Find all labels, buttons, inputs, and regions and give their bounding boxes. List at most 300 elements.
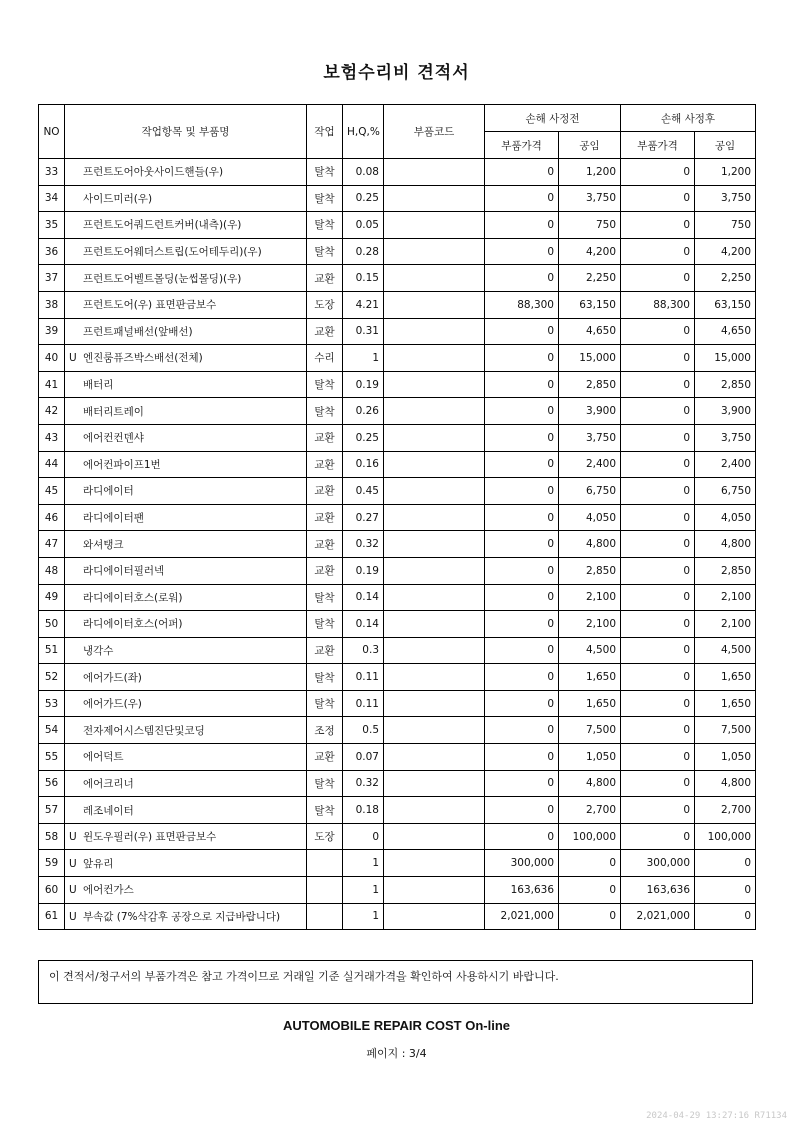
cell-part-code (384, 371, 485, 398)
cell-item-text: 배터리트레이 (83, 405, 144, 418)
cell-work: 교환 (307, 531, 343, 558)
cell-mark: U (69, 352, 77, 365)
cell-item-text: 에어컨가스 (83, 884, 134, 897)
cell-work: 수리 (307, 345, 343, 372)
cell-after-part-price: 0 (621, 637, 695, 664)
header-work: 작업 (307, 105, 343, 159)
footer-title: AUTOMOBILE REPAIR COST On-line (282, 1018, 511, 1033)
cell-item-name (65, 398, 307, 425)
cell-before-part-price: 163,636 (485, 877, 559, 904)
table-row (39, 238, 756, 265)
cell-before-labor: 0 (559, 877, 621, 904)
table-row (39, 318, 756, 345)
cell-item-text: 윈도우필러(우) 표면판금보수 (83, 831, 217, 844)
cell-no: 38 (39, 291, 65, 318)
cell-before-part-price: 2,021,000 (485, 903, 559, 930)
header-after-part-price: 부품가격 (621, 132, 695, 159)
cell-before-labor: 4,800 (559, 770, 621, 797)
table-row (39, 504, 756, 531)
cell-item-text: 프런트도어웨더스트립(도어테두리)(우) (83, 246, 262, 259)
cell-after-part-price: 0 (621, 318, 695, 345)
cell-no: 44 (39, 451, 65, 478)
cell-hq: 0.19 (343, 371, 384, 398)
cell-item-text: 에어컨컨덴샤 (83, 432, 144, 445)
cell-before-labor: 4,800 (559, 531, 621, 558)
cell-after-labor: 750 (695, 212, 756, 239)
cell-part-code (384, 637, 485, 664)
cell-before-labor: 3,900 (559, 398, 621, 425)
cell-part-code (384, 797, 485, 824)
cell-hq: 0.25 (343, 185, 384, 212)
cell-no: 57 (39, 797, 65, 824)
cell-before-part-price: 0 (485, 212, 559, 239)
cell-hq: 0.25 (343, 424, 384, 451)
cell-work: 탈착 (307, 159, 343, 186)
cell-before-labor: 2,250 (559, 265, 621, 292)
cell-no: 53 (39, 690, 65, 717)
cell-part-code (384, 557, 485, 584)
cell-before-part-price: 0 (485, 318, 559, 345)
cell-before-part-price: 0 (485, 584, 559, 611)
header-after-labor: 공임 (695, 132, 756, 159)
cell-hq: 0.26 (343, 398, 384, 425)
cell-before-part-price: 0 (485, 478, 559, 505)
cell-no: 61 (39, 903, 65, 930)
cell-hq: 1 (343, 850, 384, 877)
cell-no: 49 (39, 584, 65, 611)
cell-hq: 0.16 (343, 451, 384, 478)
cell-before-labor: 4,650 (559, 318, 621, 345)
cell-part-code (384, 238, 485, 265)
cell-part-code (384, 903, 485, 930)
table-row (39, 690, 756, 717)
header-before-part-price: 부품가격 (485, 132, 559, 159)
cell-no: 50 (39, 611, 65, 638)
cell-hq: 0.18 (343, 797, 384, 824)
table-row (39, 557, 756, 584)
cell-hq: 0.08 (343, 159, 384, 186)
table-row (39, 717, 756, 744)
cell-no: 48 (39, 557, 65, 584)
cell-part-code (384, 451, 485, 478)
cell-before-part-price: 0 (485, 398, 559, 425)
cell-work: 탈착 (307, 797, 343, 824)
cell-after-part-price: 0 (621, 664, 695, 691)
cell-no: 60 (39, 877, 65, 904)
cell-after-labor: 2,850 (695, 557, 756, 584)
cell-no: 46 (39, 504, 65, 531)
cell-after-part-price: 0 (621, 557, 695, 584)
table-row (39, 265, 756, 292)
cell-item-name (65, 797, 307, 824)
cell-before-labor: 1,200 (559, 159, 621, 186)
table-row (39, 611, 756, 638)
cell-item-text: 사이드미러(우) (83, 192, 153, 205)
cell-after-labor: 4,800 (695, 531, 756, 558)
cell-mark: U (69, 857, 77, 870)
cell-item-text: 프런트패널배선(앞배선) (83, 325, 193, 338)
cell-part-code (384, 318, 485, 345)
cell-work: 교환 (307, 744, 343, 771)
cell-after-part-price: 0 (621, 823, 695, 850)
cell-hq: 0.28 (343, 238, 384, 265)
cell-after-labor: 2,850 (695, 371, 756, 398)
estimate-table (38, 104, 756, 930)
header-part-code: 부품코드 (384, 105, 485, 159)
cell-before-labor: 63,150 (559, 291, 621, 318)
cell-after-labor: 3,900 (695, 398, 756, 425)
cell-hq: 0.11 (343, 664, 384, 691)
cell-item-name (65, 504, 307, 531)
cell-work: 도장 (307, 823, 343, 850)
table-row (39, 797, 756, 824)
header-hq: H,Q,% (343, 105, 384, 159)
cell-mark: U (69, 884, 77, 897)
cell-before-part-price: 0 (485, 611, 559, 638)
cell-hq: 0.11 (343, 690, 384, 717)
cell-before-part-price: 0 (485, 744, 559, 771)
cell-part-code (384, 877, 485, 904)
table-header (39, 105, 756, 159)
cell-before-part-price: 0 (485, 371, 559, 398)
cell-before-labor: 2,700 (559, 797, 621, 824)
table-row (39, 584, 756, 611)
cell-hq: 0.07 (343, 744, 384, 771)
table-row (39, 291, 756, 318)
cell-after-labor: 63,150 (695, 291, 756, 318)
cell-before-part-price: 0 (485, 185, 559, 212)
cell-part-code (384, 185, 485, 212)
cell-item-text: 배터리 (83, 379, 114, 392)
cell-before-labor: 6,750 (559, 478, 621, 505)
cell-part-code (384, 212, 485, 239)
cell-part-code (384, 717, 485, 744)
cell-after-part-price: 0 (621, 185, 695, 212)
cell-after-labor: 100,000 (695, 823, 756, 850)
cell-hq: 4.21 (343, 291, 384, 318)
cell-before-labor: 4,050 (559, 504, 621, 531)
table-row (39, 903, 756, 930)
cell-before-labor: 2,400 (559, 451, 621, 478)
cell-before-part-price: 0 (485, 557, 559, 584)
cell-before-part-price: 0 (485, 238, 559, 265)
cell-item-name (65, 584, 307, 611)
cell-part-code (384, 664, 485, 691)
cell-before-labor: 3,750 (559, 185, 621, 212)
cell-after-part-price: 300,000 (621, 850, 695, 877)
cell-item-text: 라디에이터호스(어퍼) (83, 618, 183, 631)
cell-mark: U (69, 831, 77, 844)
cell-no: 54 (39, 717, 65, 744)
table-row (39, 345, 756, 372)
cell-before-part-price: 88,300 (485, 291, 559, 318)
cell-item-text: 라디에이터팬 (83, 512, 144, 525)
cell-work: 도장 (307, 291, 343, 318)
cell-no: 40 (39, 345, 65, 372)
table-row (39, 664, 756, 691)
header-after-adjustment: 손해 사정후 (621, 105, 756, 132)
cell-item-text: 앞유리 (83, 857, 114, 870)
cell-before-part-price: 0 (485, 424, 559, 451)
cell-after-labor: 1,050 (695, 744, 756, 771)
table-row (39, 212, 756, 239)
cell-before-part-price: 0 (485, 159, 559, 186)
cell-part-code (384, 291, 485, 318)
cell-after-labor: 0 (695, 903, 756, 930)
cell-work: 교환 (307, 637, 343, 664)
cell-after-part-price: 0 (621, 238, 695, 265)
table-row (39, 185, 756, 212)
cell-after-part-price: 0 (621, 531, 695, 558)
cell-item-name (65, 265, 307, 292)
cell-before-part-price: 300,000 (485, 850, 559, 877)
header-no: NO (39, 105, 65, 159)
cell-no: 39 (39, 318, 65, 345)
cell-no: 59 (39, 850, 65, 877)
cell-item-name (65, 345, 307, 372)
cell-after-labor: 0 (695, 850, 756, 877)
cell-after-labor: 1,200 (695, 159, 756, 186)
table-row (39, 637, 756, 664)
cell-work: 탈착 (307, 584, 343, 611)
cell-item-text: 라디에이터필러넥 (83, 565, 165, 578)
cell-after-labor: 0 (695, 877, 756, 904)
cell-part-code (384, 531, 485, 558)
cell-hq: 0.05 (343, 212, 384, 239)
cell-after-part-price: 0 (621, 398, 695, 425)
cell-item-name (65, 424, 307, 451)
cell-work: 탈착 (307, 212, 343, 239)
cell-hq: 0.19 (343, 557, 384, 584)
cell-before-labor: 0 (559, 903, 621, 930)
cell-item-name (65, 531, 307, 558)
cell-after-labor: 4,500 (695, 637, 756, 664)
cell-item-text: 에어덕트 (83, 751, 124, 764)
cell-before-labor: 2,850 (559, 371, 621, 398)
table-row (39, 424, 756, 451)
cell-work (307, 903, 343, 930)
cell-before-part-price: 0 (485, 797, 559, 824)
table-row (39, 531, 756, 558)
cell-work: 탈착 (307, 664, 343, 691)
table-row (39, 823, 756, 850)
cell-work: 교환 (307, 318, 343, 345)
cell-after-labor: 6,750 (695, 478, 756, 505)
cell-item-name (65, 744, 307, 771)
cell-item-name (65, 850, 307, 877)
cell-after-labor: 7,500 (695, 717, 756, 744)
cell-item-name (65, 212, 307, 239)
cell-item-text: 라디에이터호스(로워) (83, 591, 183, 604)
cell-before-part-price: 0 (485, 265, 559, 292)
cell-work: 교환 (307, 451, 343, 478)
cell-after-part-price: 0 (621, 265, 695, 292)
cell-item-name (65, 291, 307, 318)
cell-part-code (384, 398, 485, 425)
cell-item-name (65, 877, 307, 904)
cell-part-code (384, 744, 485, 771)
cell-work: 교환 (307, 265, 343, 292)
cell-after-part-price: 0 (621, 424, 695, 451)
cell-mark: U (69, 910, 77, 923)
cell-work: 탈착 (307, 185, 343, 212)
cell-item-text: 에어컨파이프1번 (83, 458, 161, 471)
cell-work: 교환 (307, 504, 343, 531)
cell-hq: 0.31 (343, 318, 384, 345)
cell-item-text: 라디에이터 (83, 485, 134, 498)
cell-hq: 0.15 (343, 265, 384, 292)
cell-work: 탈착 (307, 611, 343, 638)
cell-work: 탈착 (307, 238, 343, 265)
cell-before-labor: 15,000 (559, 345, 621, 372)
cell-work: 탈착 (307, 690, 343, 717)
cell-before-labor: 100,000 (559, 823, 621, 850)
cell-no: 36 (39, 238, 65, 265)
table-row (39, 744, 756, 771)
cell-part-code (384, 345, 485, 372)
table-row (39, 371, 756, 398)
cell-after-part-price: 0 (621, 797, 695, 824)
cell-item-text: 와셔탱크 (83, 538, 124, 551)
cell-work (307, 850, 343, 877)
cell-item-text: 엔진룸퓨즈박스배선(전체) (83, 352, 203, 365)
cell-item-text: 전자제어시스템진단및코딩 (83, 724, 205, 737)
cell-no: 34 (39, 185, 65, 212)
cell-hq: 1 (343, 345, 384, 372)
cell-item-name (65, 903, 307, 930)
cell-item-name (65, 664, 307, 691)
cell-after-part-price: 2,021,000 (621, 903, 695, 930)
cell-work (307, 877, 343, 904)
cell-item-text: 에어가드(우) (83, 698, 142, 711)
cell-before-labor: 2,100 (559, 611, 621, 638)
cell-work: 교환 (307, 478, 343, 505)
cell-item-name (65, 318, 307, 345)
header-before-labor: 공임 (559, 132, 621, 159)
table-row (39, 850, 756, 877)
cell-hq: 0.14 (343, 611, 384, 638)
cell-part-code (384, 690, 485, 717)
cell-before-part-price: 0 (485, 637, 559, 664)
cell-before-labor: 750 (559, 212, 621, 239)
page-number: 페이지 : 3/4 (366, 1047, 427, 1060)
cell-no: 45 (39, 478, 65, 505)
cell-before-labor: 2,850 (559, 557, 621, 584)
cell-item-text: 프런트도어(우) 표면판금보수 (83, 299, 217, 312)
cell-after-part-price: 0 (621, 451, 695, 478)
cell-after-labor: 2,400 (695, 451, 756, 478)
cell-part-code (384, 424, 485, 451)
cell-item-name (65, 478, 307, 505)
cell-before-part-price: 0 (485, 770, 559, 797)
cell-hq: 0.14 (343, 584, 384, 611)
cell-no: 41 (39, 371, 65, 398)
cell-work: 교환 (307, 557, 343, 584)
cell-item-name (65, 238, 307, 265)
cell-item-name (65, 371, 307, 398)
cell-before-labor: 4,500 (559, 637, 621, 664)
cell-no: 43 (39, 424, 65, 451)
cell-hq: 0.27 (343, 504, 384, 531)
cell-work: 탈착 (307, 371, 343, 398)
cell-item-text: 프런트도어쿼드런트커버(내측)(우) (83, 219, 242, 232)
cell-hq: 0.32 (343, 531, 384, 558)
cell-part-code (384, 265, 485, 292)
cell-after-part-price: 0 (621, 504, 695, 531)
cell-before-labor: 0 (559, 850, 621, 877)
cell-after-labor: 4,800 (695, 770, 756, 797)
cell-before-part-price: 0 (485, 504, 559, 531)
cell-no: 37 (39, 265, 65, 292)
cell-after-labor: 2,700 (695, 797, 756, 824)
price-notice: 이 견적서/청구서의 부품가격은 참고 가격이므로 거래일 기준 실거래가격을 확인하여 사용하시기 바랍니다. (38, 960, 753, 1004)
cell-after-labor: 2,250 (695, 265, 756, 292)
cell-item-text: 부속값 (7%삭감후 공장으로 지급바랍니다) (83, 910, 281, 923)
cell-item-name (65, 557, 307, 584)
cell-item-name (65, 637, 307, 664)
cell-work: 탈착 (307, 770, 343, 797)
table-row (39, 770, 756, 797)
cell-item-name (65, 611, 307, 638)
cell-after-part-price: 88,300 (621, 291, 695, 318)
cell-after-labor: 2,100 (695, 584, 756, 611)
cell-after-part-price: 0 (621, 717, 695, 744)
cell-after-labor: 1,650 (695, 664, 756, 691)
cell-after-labor: 1,650 (695, 690, 756, 717)
table-row (39, 398, 756, 425)
header-item: 작업항목 및 부품명 (65, 105, 307, 159)
cell-part-code (384, 478, 485, 505)
cell-item-text: 에어가드(좌) (83, 671, 142, 684)
cell-hq: 1 (343, 877, 384, 904)
cell-no: 47 (39, 531, 65, 558)
cell-item-text: 레조네이터 (83, 804, 134, 817)
cell-before-part-price: 0 (485, 345, 559, 372)
cell-before-labor: 4,200 (559, 238, 621, 265)
cell-after-part-price: 0 (621, 744, 695, 771)
cell-after-labor: 3,750 (695, 424, 756, 451)
cell-hq: 0 (343, 823, 384, 850)
cell-item-name (65, 823, 307, 850)
table-body (39, 159, 756, 930)
table-row (39, 159, 756, 186)
cell-after-part-price: 0 (621, 690, 695, 717)
cell-item-text: 프런트도어아웃사이드핸들(우) (83, 166, 224, 179)
cell-before-labor: 2,100 (559, 584, 621, 611)
cell-item-name (65, 690, 307, 717)
cell-item-name (65, 185, 307, 212)
cell-no: 33 (39, 159, 65, 186)
cell-item-name (65, 451, 307, 478)
table-row (39, 478, 756, 505)
cell-item-name (65, 770, 307, 797)
cell-before-part-price: 0 (485, 664, 559, 691)
cell-before-labor: 7,500 (559, 717, 621, 744)
table-row (39, 451, 756, 478)
print-timestamp: 2024-04-29 13:27:16 R71134 (646, 1111, 787, 1121)
cell-work: 탈착 (307, 398, 343, 425)
cell-no: 42 (39, 398, 65, 425)
cell-before-part-price: 0 (485, 717, 559, 744)
cell-after-part-price: 0 (621, 345, 695, 372)
header-before-adjustment: 손해 사정전 (485, 105, 621, 132)
cell-hq: 0.45 (343, 478, 384, 505)
cell-after-labor: 3,750 (695, 185, 756, 212)
cell-part-code (384, 850, 485, 877)
document-title: 보험수리비 견적서 (323, 63, 470, 83)
cell-hq: 0.5 (343, 717, 384, 744)
cell-after-part-price: 0 (621, 478, 695, 505)
